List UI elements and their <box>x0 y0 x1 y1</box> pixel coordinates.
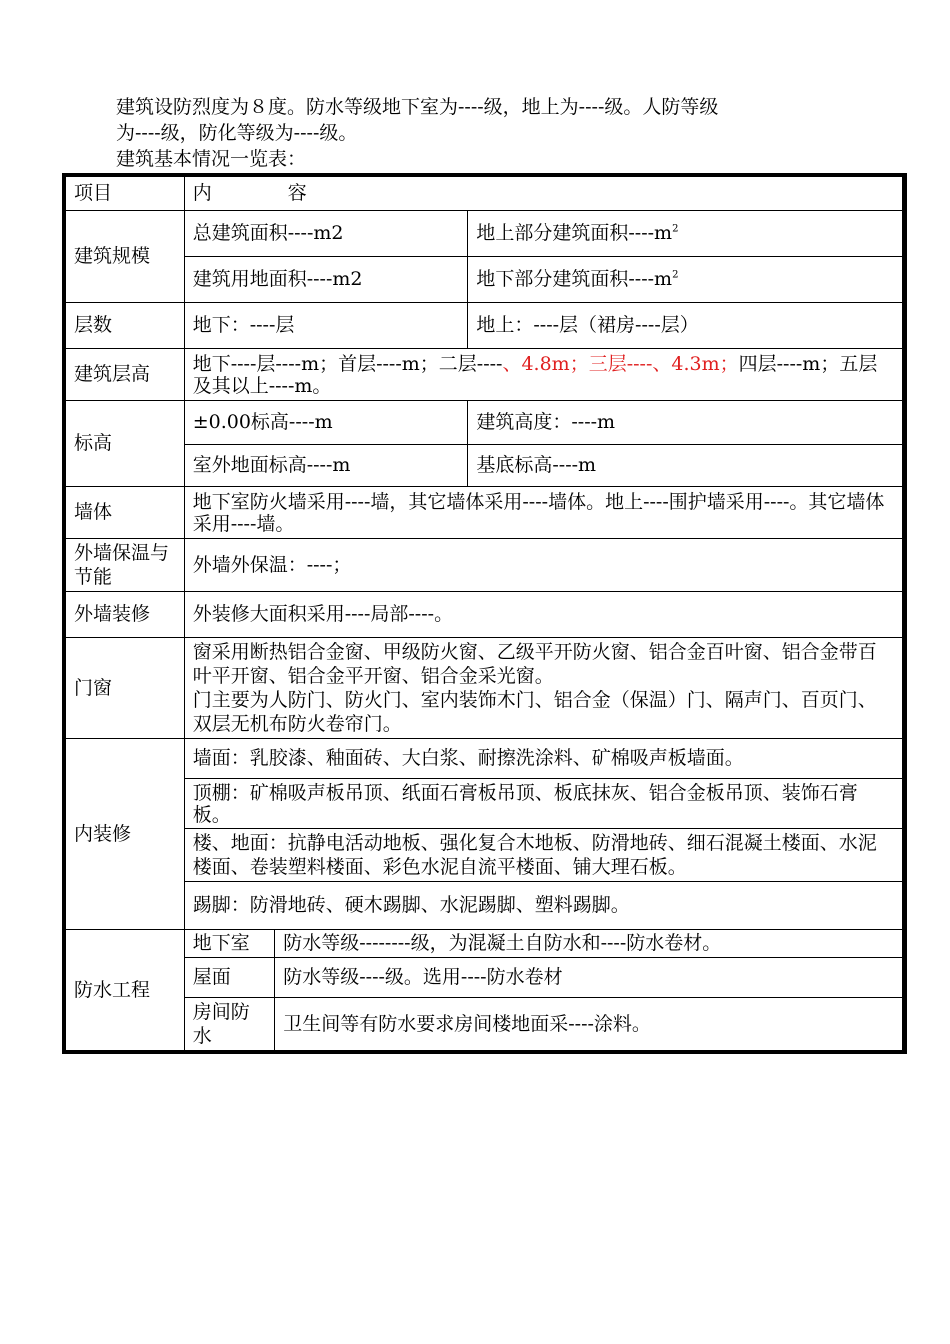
above-area: 地上部分建筑面积$----m^2$ <box>468 211 903 257</box>
wall-text: 地下室防火墙采用----墙，其它墙体采用----墙体。地上----围护墙采用----。其它墙体采用----墙。 <box>184 487 902 539</box>
elevation-zero: ±0.00标高----m <box>184 401 468 445</box>
interior-wall: 墙面：乳胶漆、釉面砖、大白浆、耐擦洗涂料、矿棉吸声板墙面。 <box>184 739 902 779</box>
table-row <box>66 211 903 257</box>
building-info-table <box>62 173 907 1054</box>
elevation-label: 标高 <box>66 401 185 487</box>
doors-label: 门窗 <box>66 638 185 739</box>
table-row <box>66 829 903 882</box>
land-area: 建筑用地面积----m2 <box>184 257 468 303</box>
waterproof-basement-text: 防水等级--------级，为混凝土自防水和----防水卷材。 <box>275 930 903 958</box>
outdoor-elevation: 室外地面标高----m <box>184 445 468 487</box>
intro-text <box>116 94 856 172</box>
doors-list-text: 门主要为人防门、防火门、室内装饰木门、铝合金（保温）门、隔声门、百页门、双层无机布防火卷帘门。 <box>192 689 877 735</box>
table-row <box>66 487 903 539</box>
wall-label: 墙体 <box>66 487 185 539</box>
table-row <box>66 401 903 445</box>
table-row <box>66 349 903 401</box>
waterproof-room-text: 卫生间等有防水要求房间楼地面采----涂料。 <box>275 998 903 1051</box>
waterproof-label: 防水工程 <box>66 930 185 1051</box>
exterior-label: 外墙装修 <box>66 592 185 638</box>
floors-above: 地上：----层（裙房----层） <box>468 303 903 349</box>
height-label: 建筑层高 <box>66 349 185 401</box>
floors-label: 层数 <box>66 303 185 349</box>
height-text: 地下----层----m；首层----m；二层----、4.8m；三层----、4.3m；四层----m；五层及其以上----m。 <box>184 349 902 401</box>
table-row <box>66 257 903 303</box>
interior-floor: 楼、地面：抗静电活动地板、强化复合木地板、防滑地砖、细石混凝土楼面、水泥楼面、卷装塑料楼面、彩色水泥自流平楼面、铺大理石板。 <box>184 829 902 882</box>
table-row <box>66 882 903 930</box>
base-elevation: 基底标高----m <box>468 445 903 487</box>
header-item: 项目 <box>66 177 185 211</box>
interior-ceiling: 顶棚：矿棉吸声板吊顶、纸面石膏板吊顶、板底抹灰、铝合金板吊顶、装饰石膏板。 <box>184 779 902 829</box>
windows-text: 窗采用断热铝合金窗、甲级防火窗、乙级平开防火窗、铝合金百叶窗、铝合金带百叶平开窗、铝合金平开窗、铝合金采光窗。 <box>192 641 877 687</box>
building-height: 建筑高度：----m <box>468 401 903 445</box>
waterproof-room-label: 房间防水 <box>184 998 275 1051</box>
interior-skirting: 踢脚：防滑地砖、硬木踢脚、水泥踢脚、塑料踢脚。 <box>184 882 902 930</box>
header-content: 内 容 <box>184 177 902 211</box>
table-row <box>66 958 903 998</box>
table-row <box>66 998 903 1051</box>
table-row <box>66 930 903 958</box>
below-area: 地下部分建筑面积$----m^2$ <box>468 257 903 303</box>
table-header-row <box>66 177 903 211</box>
table-row <box>66 445 903 487</box>
table-row <box>66 739 903 779</box>
table-row <box>66 779 903 829</box>
doors-text <box>184 638 902 739</box>
table-row <box>66 303 903 349</box>
table-row <box>66 638 903 739</box>
insulation-label: 外墙保温与节能 <box>66 539 185 592</box>
insulation-text: 外墙外保温：----； <box>184 539 902 592</box>
floors-below: 地下：----层 <box>184 303 468 349</box>
intro-line-1: 建筑设防烈度为８度。防水等级地下室为----级，地上为----级。人防等级 <box>116 96 719 118</box>
waterproof-basement-label: 地下室 <box>184 930 275 958</box>
waterproof-roof-text: 防水等级----级。选用----防水卷材 <box>275 958 903 998</box>
waterproof-roof-label: 屋面 <box>184 958 275 998</box>
interior-label: 内装修 <box>66 739 185 930</box>
scale-label: 建筑规模 <box>66 211 185 303</box>
table-row <box>66 592 903 638</box>
exterior-text: 外装修大面积采用----局部----。 <box>184 592 902 638</box>
intro-line-2: 为----级，防化等级为----级。 <box>116 122 358 144</box>
total-area: 总建筑面积----m2 <box>184 211 468 257</box>
table-row <box>66 539 903 592</box>
intro-line-3: 建筑基本情况一览表： <box>116 148 307 170</box>
